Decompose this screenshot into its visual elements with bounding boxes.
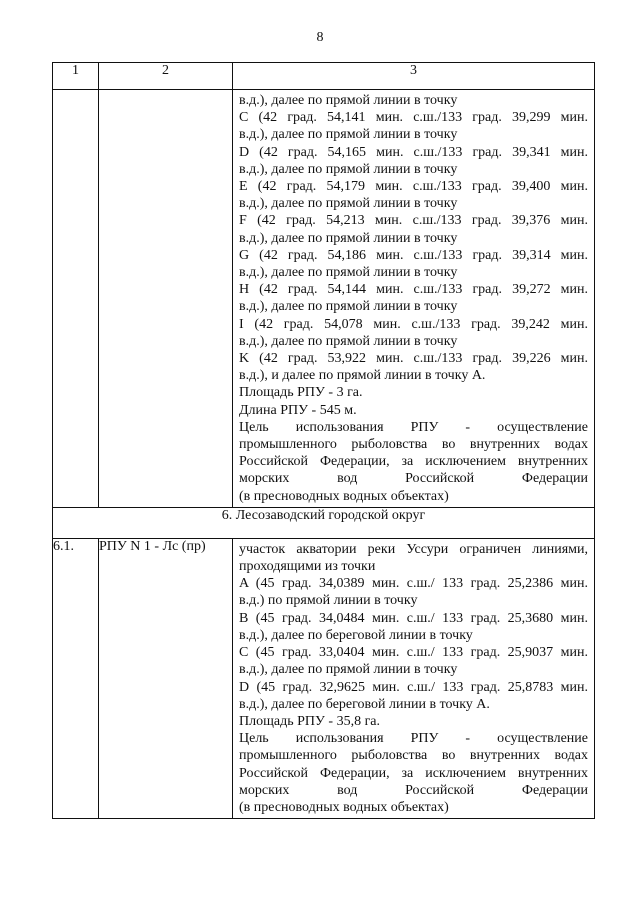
description-line: в.д.), далее по береговой линии в точку A. bbox=[239, 696, 490, 712]
description-line: G (42 град. 54,186 мин. с.ш./133 град. 39,314 мин. bbox=[239, 247, 588, 263]
description-line: C (42 град. 54,141 мин. с.ш./133 град. 39,299 мин. bbox=[239, 110, 588, 126]
description-line: в.д.) по прямой линии в точку bbox=[239, 593, 418, 609]
page-number: 8 bbox=[316, 30, 324, 45]
description-line: в.д.), далее по прямой линии в точку bbox=[239, 230, 458, 246]
row-name bbox=[99, 90, 233, 508]
description-line: H (42 град. 54,144 мин. с.ш./133 град. 39,272 мин. bbox=[239, 282, 588, 298]
rpu-table bbox=[52, 62, 595, 819]
header-col-2: 2 bbox=[99, 63, 233, 90]
row-number bbox=[53, 90, 99, 508]
description-line: Российской Федерации, за исключением внутренних bbox=[239, 454, 588, 470]
table-row-continued bbox=[53, 90, 595, 508]
description-line: D (42 град. 54,165 мин. с.ш./133 град. 39,341 мин. bbox=[239, 144, 588, 160]
section-title: 6. Лесозаводский городской округ bbox=[53, 507, 595, 538]
description-line: (в пресноводных водных объектах) bbox=[239, 799, 449, 815]
description-line: E (42 град. 54,179 мин. с.ш./133 град. 39,400 мин. bbox=[239, 179, 588, 195]
row-name: РПУ N 1 - Лс (пр) bbox=[99, 538, 233, 818]
header-col-1: 1 bbox=[53, 63, 99, 90]
row-description bbox=[233, 90, 595, 508]
description-line: в.д.), далее по прямой линии в точку bbox=[239, 662, 458, 678]
row-description bbox=[233, 538, 595, 818]
row-number: 6.1. bbox=[53, 538, 99, 818]
description-line: участок акватории реки Уссури ограничен линиями, bbox=[239, 541, 588, 557]
description-text bbox=[233, 539, 594, 818]
description-line: C (45 град. 33,0404 мин. с.ш./ 133 град. 25,9037 мин. bbox=[239, 645, 588, 661]
description-line: в.д.), далее по прямой линии в точку bbox=[239, 161, 458, 177]
description-line: Длина РПУ - 545 м. bbox=[239, 402, 357, 418]
table-header-row bbox=[53, 63, 595, 90]
description-line: в.д.), и далее по прямой линии в точку A. bbox=[239, 368, 486, 384]
description-line: Площадь РПУ - 35,8 га. bbox=[239, 713, 381, 729]
description-line: в.д.), далее по прямой линии в точку bbox=[239, 265, 458, 281]
description-line: промышленного рыболовства во внутренних водах bbox=[239, 748, 588, 764]
description-line: Цель использования РПУ - осуществление bbox=[239, 419, 588, 435]
description-line: в.д.), далее по прямой линии в точку bbox=[239, 196, 458, 212]
description-line: в.д.), далее по прямой линии в точку bbox=[239, 299, 458, 315]
description-line: (в пресноводных водных объектах) bbox=[239, 488, 449, 504]
description-line: F (42 град. 54,213 мин. с.ш./133 град. 39,376 мин. bbox=[239, 213, 588, 229]
description-line: морских вод Российской Федерации bbox=[239, 471, 588, 487]
description-line: в.д.), далее по прямой линии в точку bbox=[239, 127, 458, 143]
description-line: A (45 град. 34,0389 мин. с.ш./ 133 град. 25,2386 мин. bbox=[239, 576, 588, 592]
header-col-3: 3 bbox=[233, 63, 595, 90]
description-line: в.д.), далее по береговой линии в точку bbox=[239, 627, 473, 643]
description-line: D (45 град. 32,9625 мин. с.ш./ 133 град. 25,8783 мин. bbox=[239, 679, 588, 695]
description-line: в.д.), далее по прямой линии в точку bbox=[239, 93, 458, 108]
description-line: B (45 град. 34,0484 мин. с.ш./ 133 град. 25,3680 мин. bbox=[239, 610, 588, 626]
description-line: в.д.), далее по прямой линии в точку bbox=[239, 333, 458, 349]
description-line: Площадь РПУ - 3 га. bbox=[239, 385, 363, 401]
description-line: промышленного рыболовства во внутренних водах bbox=[239, 437, 588, 453]
description-line: морских вод Российской Федерации bbox=[239, 782, 588, 798]
description-line: Российской Федерации, за исключением внутренних bbox=[239, 765, 588, 781]
description-line: K (42 град. 53,922 мин. с.ш./133 град. 39,226 мин. bbox=[239, 351, 588, 367]
description-text bbox=[233, 90, 594, 507]
description-line: I (42 град. 54,078 мин. с.ш./133 град. 39,242 мин. bbox=[239, 316, 588, 332]
description-line: проходящими из точки bbox=[239, 559, 376, 575]
description-line: Цель использования РПУ - осуществление bbox=[239, 731, 588, 747]
section-row bbox=[53, 507, 595, 538]
table-row-6-1 bbox=[53, 538, 595, 818]
